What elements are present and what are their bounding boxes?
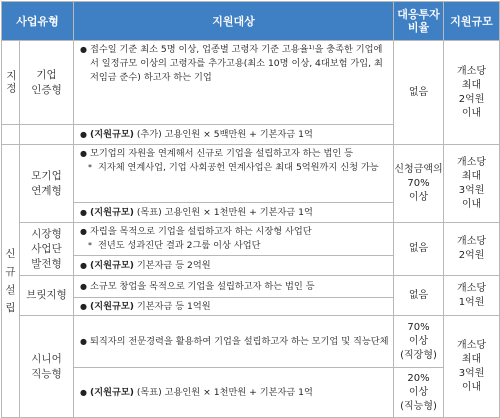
scale-cell: 개소당 최대 3억원 이내 xyxy=(444,145,500,223)
support-cell: ● (지원규모) (추가) 고용인원 × 5백만원 + 기본자금 1억 xyxy=(74,125,394,145)
group-designation: 지정 xyxy=(2,41,20,125)
condition-item: ● 자립을 목적으로 기업을 설립하고자 하는 시장형 사업단 xyxy=(80,226,312,237)
table-row xyxy=(2,316,500,368)
scale-cell: 개소당 1억원 xyxy=(444,276,500,316)
condition-sub-item: * 전년도 성과진단 결과 2그룹 이상 사업단 xyxy=(88,240,261,251)
table-row xyxy=(2,223,500,256)
ratio-cell: 없음 xyxy=(394,223,444,276)
condition-item: ● 접수일 기준 최소 5명 이상, 업종별 고령자 기준 고용율¹⁾을 충족한 기업에서 일정규모 이상의 고령자를 추가고용(최소 10명 이상, 4대보험 가입, 최저임금 준수) 하고자 하는 기업 xyxy=(80,44,383,83)
table-header xyxy=(2,2,500,41)
ratio-cell: 신청금액의 70% 이상 xyxy=(394,145,444,223)
support-cell: ● (지원규모) 기본자금 등 1억원 xyxy=(74,298,394,316)
type-cell: 브릿지형 xyxy=(20,276,74,316)
ratio-cell-top: 70% 이상 (직장형) xyxy=(394,316,444,368)
target-cell xyxy=(74,316,394,368)
target-cell xyxy=(74,276,394,298)
header-matching-ratio-line2: 비율 xyxy=(407,21,430,34)
header-scale: 지원규모 xyxy=(444,2,500,41)
scale-cell: 개소당 2억원 xyxy=(444,223,500,276)
scale-cell: 개소당 최대 2억원 이내 xyxy=(444,41,500,145)
type-cell: 모기업 연계형 xyxy=(20,145,74,223)
support-cell: ● (지원규모) (목표) 고용인원 × 1천만원 + 기본자금 1억 xyxy=(74,203,394,223)
table-row xyxy=(2,41,500,125)
condition-item: ● 소규모 창업을 목적으로 기업을 설립하고자 하는 법인 등 xyxy=(80,280,315,292)
target-cell xyxy=(74,145,394,203)
type-cell: 시장형 사업단 발전형 xyxy=(20,223,74,276)
condition-item: ● 모기업의 자원을 연계해서 신규로 기업을 설립하고자 하는 법인 등 xyxy=(80,148,354,159)
table-row xyxy=(2,145,500,203)
ratio-cell: 없음 xyxy=(394,276,444,316)
ratio-cell-bottom: 20% 이상 (직능형) xyxy=(394,368,444,418)
support-cell: ● (지원규모) 기본자금 등 2억원 xyxy=(74,256,394,276)
target-cell xyxy=(74,223,394,256)
table-row xyxy=(2,368,500,418)
header-matching-ratio xyxy=(394,2,444,41)
support-cell: ● (지원규모) (목표) 고용인원 × 1천만원 + 기본자금 1억 xyxy=(74,368,394,418)
scale-cell: 개소당 최대 3억원 이내 xyxy=(444,316,500,418)
table-row xyxy=(2,276,500,298)
type-cell: 기업 인증형 xyxy=(20,41,74,125)
header-matching-ratio-line1: 대응투자 xyxy=(397,8,440,21)
condition-item: ● 퇴직자의 전문경력을 활용하여 기업을 설립하고자 하는 모기업 및 직능단체 xyxy=(80,335,389,347)
support-table xyxy=(1,1,500,418)
ratio-cell: 없음 xyxy=(394,41,444,145)
header-business-type: 사업유형 xyxy=(2,2,74,41)
header-target: 지원대상 xyxy=(74,2,394,41)
target-cell xyxy=(74,41,394,125)
type-cell: 시니어 직능형 xyxy=(20,316,74,418)
group-new-establishment: 신 규 설 립 xyxy=(2,145,20,418)
condition-sub-item: * 지자체 연계사업, 기업 사회공헌 연계사업은 최대 5억원까지 신청 가능 xyxy=(88,162,379,173)
